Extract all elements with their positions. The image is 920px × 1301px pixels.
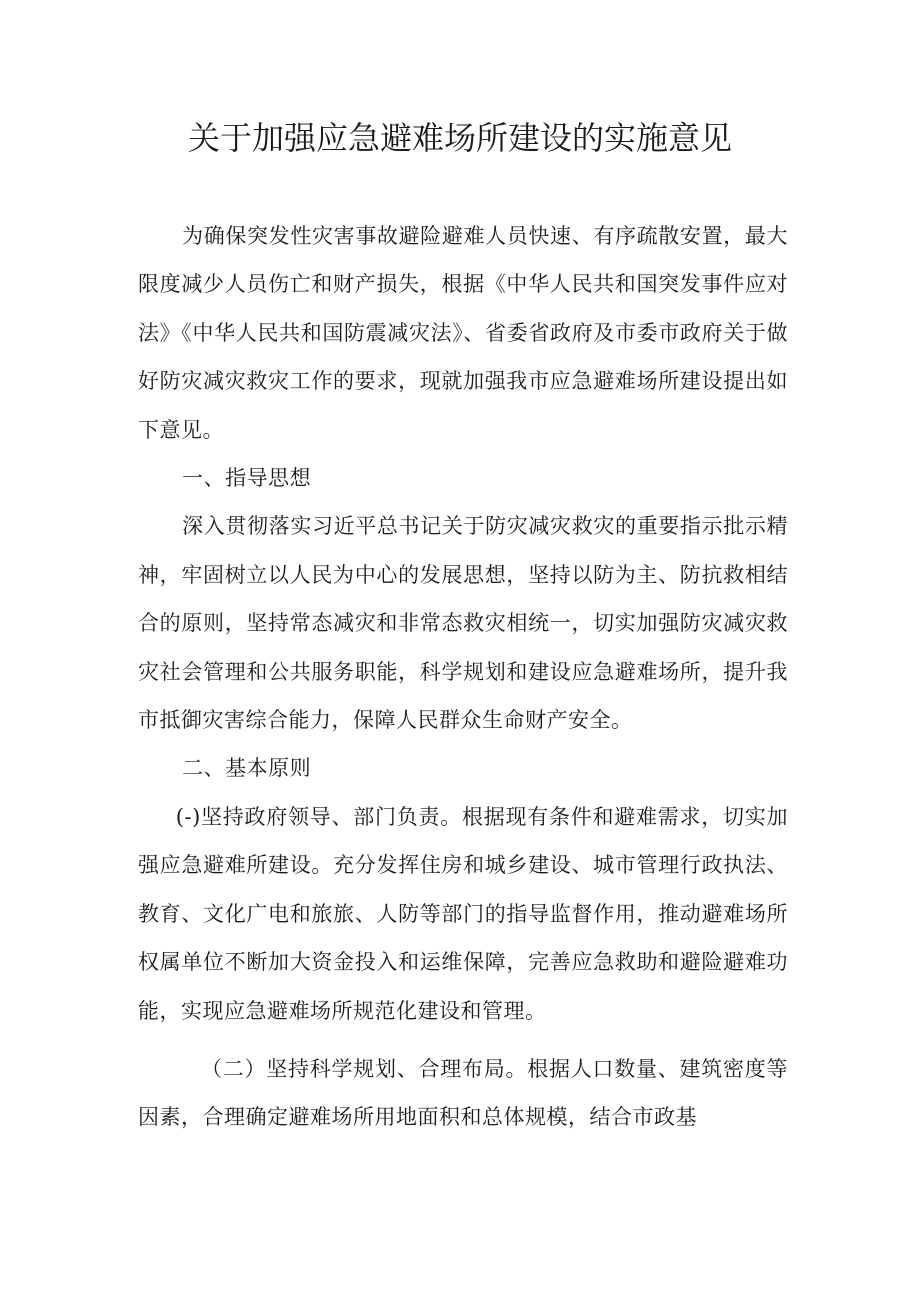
paragraph-intro: 为确保突发性灾害事故避险避难人员快速、有序疏散安置，最大限度减少人员伤亡和财产损失，根据《中华人民共和国突发事件应对法》《中华人民共和国防震减灾法》、省委省政府及市委市政府关于做好防灾减灾救灾工作的要求，现就加强我市应急避难场所建设提出如下意见。 [138, 224, 788, 442]
document-title: 关于加强应急避难场所建设的实施意见 [187, 119, 732, 157]
paragraph-guiding-ideology: 深入贯彻落实习近平总书记关于防灾减灾救灾的重要指示批示精神，牢固树立以人民为中心的发展思想，坚持以防为主、防抗救相结合的原则，坚持常态减灾和非常态救灾相统一，切实加强防灾减灾救灾社会管理和公共服务职能，科学规划和建设应急避难场所，提升我市抵御灾害综合能力，保障人民群众生命财产安全。 [138, 514, 788, 733]
paragraph-principle-2: （二）坚持科学规划、合理布局。根据人口数量、建筑密度等因素，合理确定避难场所用地面积和总体规模，结合市政基 [138, 1056, 788, 1130]
document-body [138, 212, 788, 1142]
heading-basic-principles: 二、基本原则 [182, 756, 312, 781]
paragraph-principle-1: (-)坚持政府领导、部门负责。根据现有条件和避难需求，切实加强应急避难所建设。充分发挥住房和城乡建设、城市管理行政执法、教育、文化广电和旅旅、人防等部门的指导监督作用，推动避难场所权属单位不断加大资金投入和运维保障，完善应急救助和避险避难功能，实现应急避难场所规范化建设和管理。 [138, 804, 788, 1023]
heading-guiding-ideology: 一、指导思想 [182, 466, 312, 491]
